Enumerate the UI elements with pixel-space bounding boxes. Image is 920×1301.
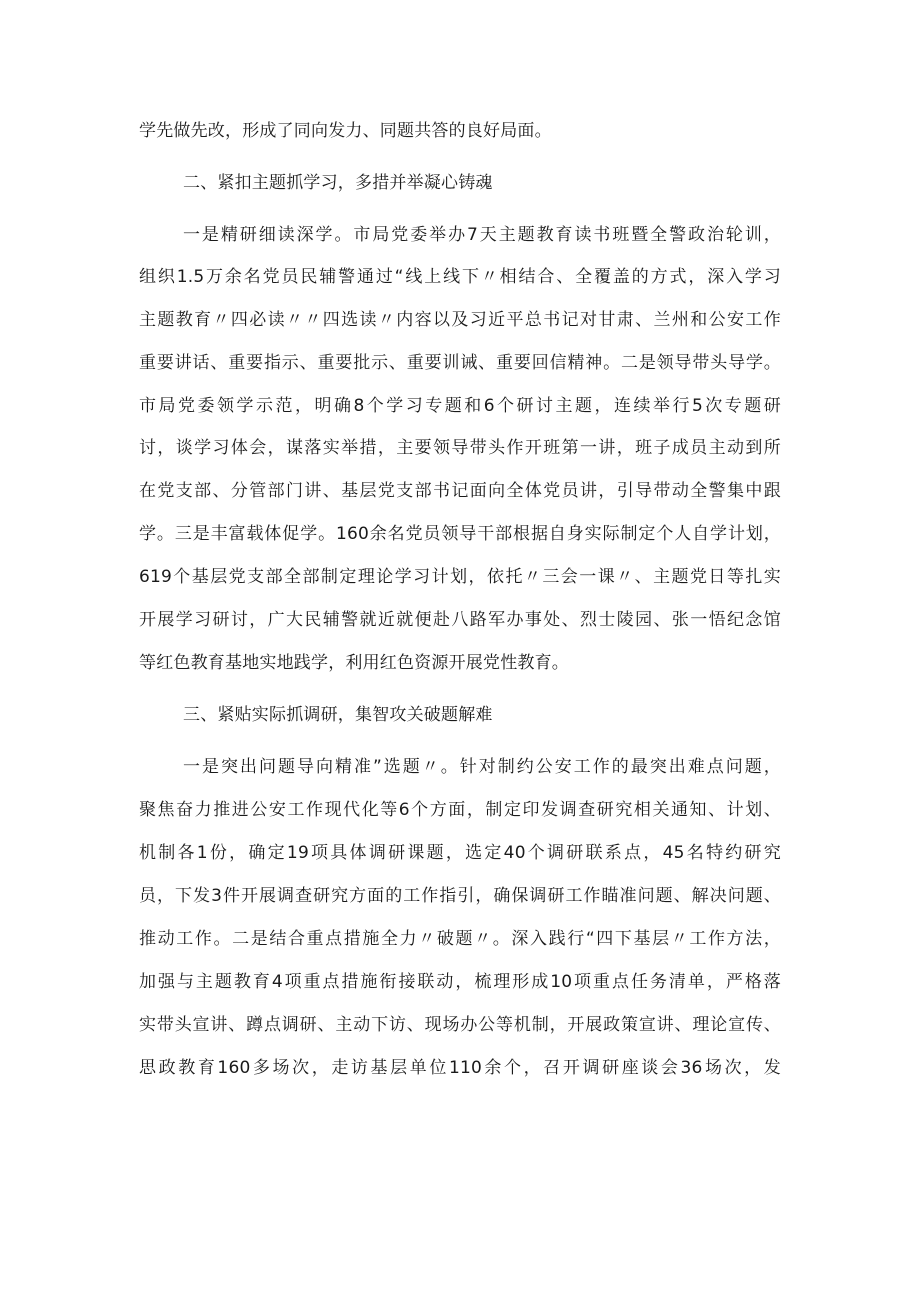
paragraph-line: 开展学习研讨，广大民辅警就近就便赴八路军办事处、烈士陵园、张一悟纪念馆 — [139, 610, 781, 630]
paragraph-line: 主题教育〃四必读〃〃四选读〃内容以及习近平总书记对甘肃、兰州和公安工作 — [139, 310, 781, 330]
paragraph-line: 实带头宣讲、蹲点调研、主动下访、现场办公等机制，开展政策宣讲、理论宣传、 — [139, 1015, 781, 1035]
section-heading: 三、紧贴实际抓调研，集智攻关破题解难 — [183, 705, 493, 725]
paragraph-line: 员，下发3件开展调查研究方面的工作指引，确保调研工作瞄准问题、解决问题、 — [139, 886, 781, 906]
paragraph-line: 思政教育160多场次，走访基层单位110余个，召开调研座谈会36场次，发 — [139, 1058, 781, 1078]
paragraph-line: 一是突出问题导向精准”选题〃。针对制约公安工作的最突出难点问题， — [183, 757, 781, 777]
paragraph-line: 讨，谈学习体会，谋落实举措，主要领导带头作开班第一讲，班子成员主动到所 — [139, 438, 781, 458]
paragraph-line: 一是精研细读深学。市局党委举办7天主题教育读书班暨全警政治轮训， — [183, 225, 781, 245]
section-heading: 二、紧扣主题抓学习，多措并举凝心铸魂 — [183, 173, 493, 193]
paragraph-line: 等红色教育基地实地践学，利用红色资源开展党性教育。 — [139, 653, 569, 673]
paragraph-line: 在党支部、分管部门讲、基层党支部书记面向全体党员讲，引导带动全警集中跟 — [139, 481, 781, 501]
paragraph-line: 市局党委领学示范，明确8个学习专题和6个研讨主题，连续举行5次专题研 — [139, 396, 781, 416]
paragraph-line: 聚焦奋力推进公安工作现代化等6个方面，制定印发调查研究相关通知、计划、 — [139, 800, 781, 820]
paragraph-line: 推动工作。二是结合重点措施全力〃破题〃。深入践行“四下基层〃工作方法， — [139, 929, 781, 949]
paragraph-line: 学。三是丰富载体促学。160余名党员领导干部根据自身实际制定个人自学计划， — [139, 524, 781, 544]
paragraph-line: 619个基层党支部全部制定理论学习计划，依托〃三会一课〃、主题党日等扎实 — [139, 567, 781, 587]
paragraph-line: 组织1.5万余名党员民辅警通过“线上线下〃相结合、全覆盖的方式，深入学习 — [139, 267, 781, 287]
paragraph-line: 机制各1份，确定19项具体调研课题，选定40个调研联系点，45名特约研究 — [139, 843, 781, 863]
paragraph-line: 加强与主题教育4项重点措施衔接联动，梳理形成10项重点任务清单，严格落 — [139, 972, 781, 992]
paragraph-line: 学先做先改，形成了同向发力、同题共答的良好局面。 — [139, 121, 552, 141]
paragraph-line: 重要讲话、重要指示、重要批示、重要训诫、重要回信精神。二是领导带头导学。 — [139, 353, 781, 373]
